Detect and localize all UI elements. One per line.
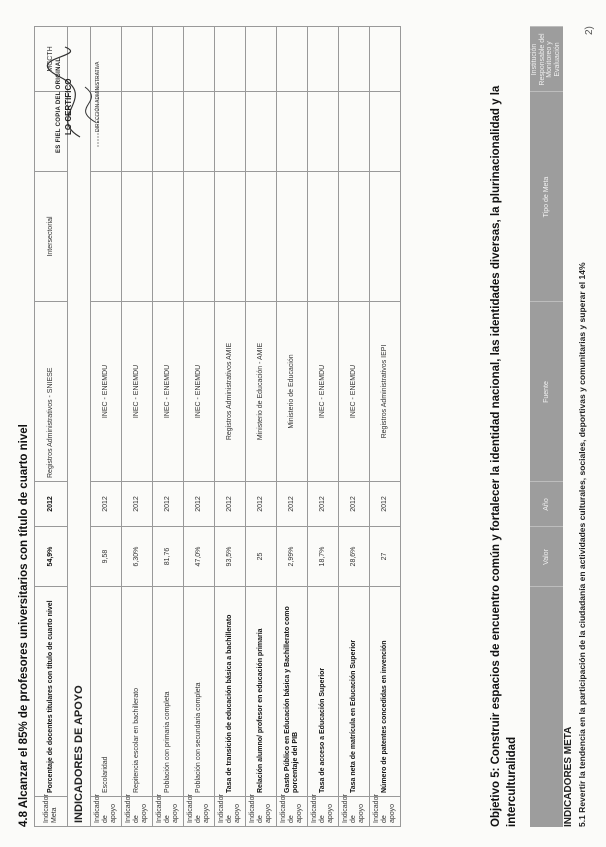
row-extra [215, 92, 246, 172]
row-source: Ministerio de Educación - AMIE [246, 302, 277, 482]
row-value: 47,0% [184, 527, 215, 587]
row-tipo [246, 172, 277, 302]
row-year: 2012 [370, 482, 401, 527]
row-year: 2012 [153, 482, 184, 527]
table-row [277, 27, 308, 827]
table-row [308, 27, 339, 827]
row-source: Ministerio de Educación [277, 302, 308, 482]
row-source: INEC - ENEMDU [153, 302, 184, 482]
row-tipo [122, 172, 153, 302]
meta-header-fuente: Fuente [530, 302, 563, 482]
row-source: INEC - ENEMDU [308, 302, 339, 482]
row-institucion [215, 27, 246, 92]
stamp-certified-copy: ES FIEL COPIA DEL ORIGINAL [56, 57, 62, 153]
row-tipo [308, 172, 339, 302]
row-extra [153, 92, 184, 172]
row-extra [184, 92, 215, 172]
row-type: Indicador de apoyo [246, 797, 277, 827]
row-type: Indicador de apoyo [153, 797, 184, 827]
page-corner-mark: 2) [584, 26, 595, 35]
meta-header-blank [530, 587, 563, 827]
row-tipo [91, 172, 122, 302]
row-institucion [122, 27, 153, 92]
row-institucion [184, 27, 215, 92]
row-year: 2012 [184, 482, 215, 527]
row-type: Indicador de apoyo [122, 797, 153, 827]
row-year: 2012 [339, 482, 370, 527]
row-type: Indicador de apoyo [215, 797, 246, 827]
row-value: 81,76 [153, 527, 184, 587]
row-value: 18,7% [308, 527, 339, 587]
row-value: 9,58 [91, 527, 122, 587]
row-type: Indicador de apoyo [91, 797, 122, 827]
table-row [153, 27, 184, 827]
objective-heading: Objetivo 5: Construir espacios de encuentro común y fortalecer la identidad nacional, las identidades diversas, la plurinacionalidad y la interculturalidad [490, 85, 518, 827]
meta-header-table [530, 27, 563, 828]
row-value: 27 [370, 527, 401, 587]
row-institucion [153, 27, 184, 92]
row-type: Indicador de apoyo [184, 797, 215, 827]
row-extra [122, 92, 153, 172]
row-tipo [370, 172, 401, 302]
row-value: 2,99% [277, 527, 308, 587]
row-institucion [308, 27, 339, 92]
row-extra [246, 92, 277, 172]
row-source: Registros Administrativos - SNIESE [35, 302, 68, 482]
row-source: INEC - ENEMDU [91, 302, 122, 482]
row-type: Indicador de apoyo [277, 797, 308, 827]
row-indicator: Número de patentes concedidas en invención [370, 587, 401, 797]
stamp-certify: LO CERTIFICO [64, 78, 73, 135]
row-source: INEC - ENEMDU [122, 302, 153, 482]
row-value: 93,5% [215, 527, 246, 587]
row-source: INEC - ENEMDU [184, 302, 215, 482]
row-type: Indicador de apoyo [308, 797, 339, 827]
row-year: 2012 [122, 482, 153, 527]
support-indicator-rows [91, 27, 401, 827]
row-indicator: Porcentaje de docentes titulares con título de cuarto nivel [35, 587, 68, 797]
row-indicator: Escolaridad [91, 587, 122, 797]
row-value: 54,9% [35, 527, 68, 587]
row-type: Indicador Meta [35, 797, 68, 827]
table-row [339, 27, 370, 827]
row-institucion [277, 27, 308, 92]
row-extra [370, 92, 401, 172]
row-institucion [246, 27, 277, 92]
meta-header-tipo: Tipo de Meta [530, 92, 563, 302]
row-tipo [184, 172, 215, 302]
support-indicators-label: INDICADORES DE APOYO [68, 27, 91, 827]
row-indicator: Tasa de acceso a Educación Superior [308, 587, 339, 797]
row-extra [308, 92, 339, 172]
row-year: 2012 [91, 482, 122, 527]
row-institucion [339, 27, 370, 92]
row-tipo [277, 172, 308, 302]
table-row [370, 27, 401, 827]
table-row [215, 27, 246, 827]
table-row [122, 27, 153, 827]
row-year: 2012 [308, 482, 339, 527]
meta-header-valor: Valor [530, 527, 563, 587]
row-extra [277, 92, 308, 172]
row-institucion: MCCTH [35, 27, 68, 92]
stamp-department: DIRECCIÓN ADMINISTRATIVA [95, 61, 101, 132]
row-indicator: Relación alumno/ profesor en educación primaria [246, 587, 277, 797]
row-year: 2012 [215, 482, 246, 527]
row-indicator: Tasa de transición de educación básica a bachillerato [215, 587, 246, 797]
row-source: INEC - ENEMDU [339, 302, 370, 482]
row-indicator: Población con secundaria completa [184, 587, 215, 797]
row-indicator: Gasto Público en Educación básica y Bachillerato como porcentaje del PIB [277, 587, 308, 797]
row-type: Indicador de apoyo [339, 797, 370, 827]
row-institucion [370, 27, 401, 92]
row-tipo: Intersectorial [35, 172, 68, 302]
meta-header-institucion: Institución Responsable del Monitoreo y Evaluación [530, 27, 563, 92]
row-value: 6,30% [122, 527, 153, 587]
row-tipo [153, 172, 184, 302]
row-indicator: Población con primaria completa [153, 587, 184, 797]
row-tipo [339, 172, 370, 302]
table-row [184, 27, 215, 827]
row-indicator: Repitencia escolar en bachillerato [122, 587, 153, 797]
section-title: 4.8 Alcanzar el 85% de profesores universitarios con título de cuarto nivel [18, 424, 30, 827]
row-type: Indicador de apoyo [370, 797, 401, 827]
meta-indicators-label: INDICADORES META [563, 726, 574, 827]
row-year: 2012 [35, 482, 68, 527]
row-source: Registros Administrativos IEPI [370, 302, 401, 482]
row-tipo [215, 172, 246, 302]
row-extra [339, 92, 370, 172]
row-value: 28,6% [339, 527, 370, 587]
table-row [246, 27, 277, 827]
row-year: 2012 [277, 482, 308, 527]
row-year: 2012 [246, 482, 277, 527]
row-value: 25 [246, 527, 277, 587]
meta-item-5-1: 5.1 Revertir la tendencia en la participación de la ciudadanía en actividades culturales, sociales, deportivas y comunitarias y superar el 14% [577, 262, 587, 827]
meta-header-anio: Año [530, 482, 563, 527]
row-indicator: Tasa neta de matrícula en Educación Superior [339, 587, 370, 797]
row-source: Registros Administrativos AMIE [215, 302, 246, 482]
